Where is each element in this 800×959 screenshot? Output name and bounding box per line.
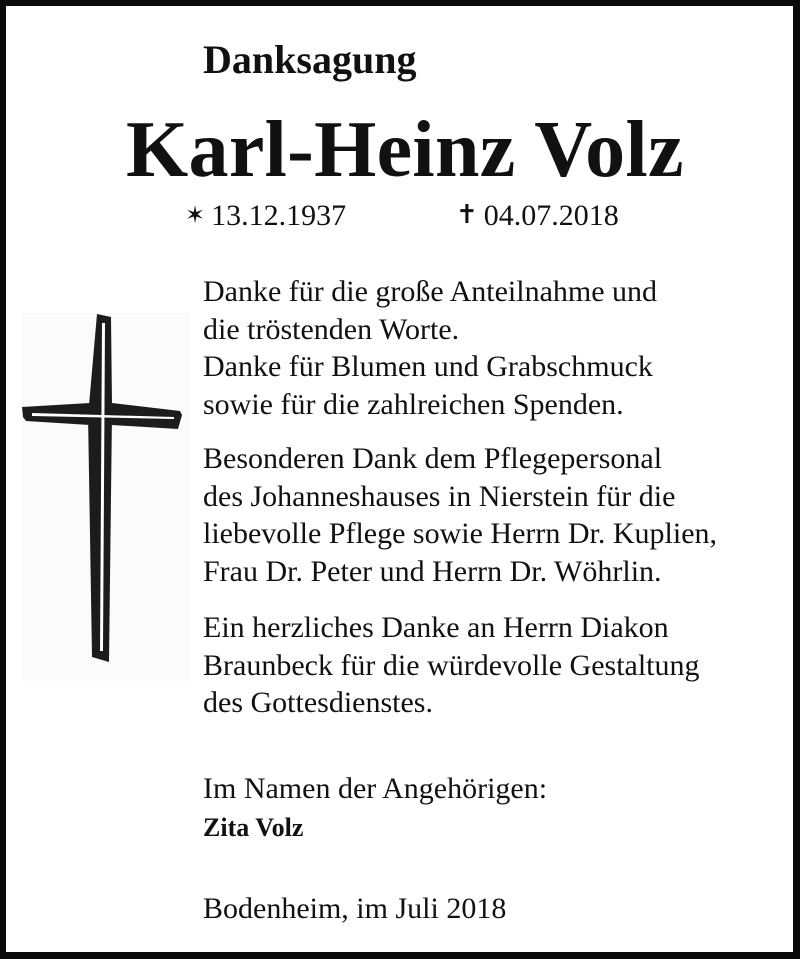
paragraph-thanks-deacon [203,609,700,722]
death-date: 04.07.2018 [483,199,619,232]
paragraph-line: Besonderen Dank dem Pflegepersonal [203,442,663,475]
birth-date: 13.12.1937 [211,199,347,232]
place-and-date: Bodenheim, im Juli 2018 [203,892,507,925]
star-icon: ✶ [185,203,206,229]
paragraph-line: sowie für die zahlreichen Spenden. [203,387,624,421]
paragraph-line: Danke für Blumen und Grabschmuck [203,350,653,383]
paragraph-line: Frau Dr. Peter und Herrn Dr. Wöhrlin. [203,554,662,588]
christian-cross-icon [22,313,190,681]
paragraph-line: des Johanneshauses in Nierstein für die [203,479,676,513]
notice-heading: Danksagung [203,37,417,82]
paragraph-line: die tröstenden Worte. [203,312,460,346]
birth-date-line [185,198,346,236]
paragraph-thanks-care-staff [203,440,717,590]
death-date-line [456,198,619,235]
paragraph-line: des Gottesdienstes. [203,686,433,719]
latin-cross-icon: ✝ [456,200,478,229]
paragraph-line: Danke für die große Anteilnahme und [203,275,658,308]
deceased-name: Karl-Heinz Volz [126,106,684,194]
paragraph-thanks-sympathy [203,273,657,423]
paragraph-line: liebevolle Pflege sowie Herrn Dr. Kuplien, [203,517,718,550]
signature-intro: Im Namen der Angehörigen: [203,772,548,805]
signature-name: Zita Volz [203,813,304,842]
paragraph-line: Ein herzliches Danke an Herrn Diakon [203,611,669,644]
paragraph-line: Braunbeck für die würdevolle Gestaltung [203,648,700,682]
